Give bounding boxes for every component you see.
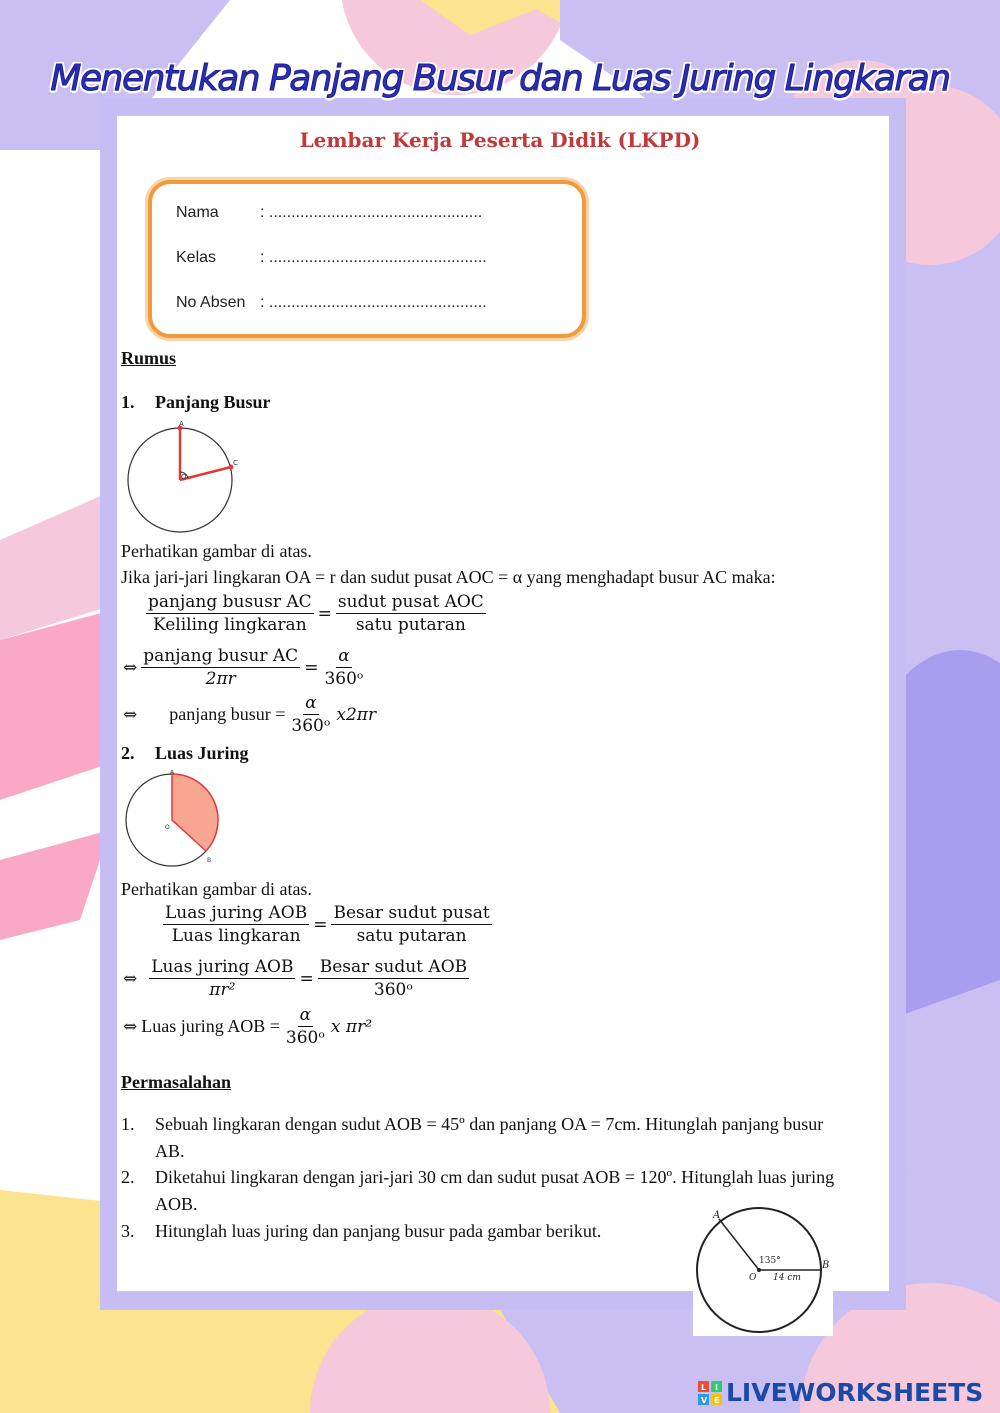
svg-text:L: L	[701, 1382, 707, 1392]
paragraph-definition: Jika jari-jari lingkaran OA = r dan sudut pusat AOC = α yang menghadapt busur AC maka:	[121, 567, 776, 587]
eq1-num-right: sudut pusat AOC	[337, 592, 484, 612]
fig1-label-a: A	[179, 420, 184, 428]
eq4-num-right: Besar sudut pusat	[333, 903, 490, 923]
problem-2-number: 2.	[121, 1167, 135, 1187]
paragraph-observe-2: Perhatikan gambar di atas.	[121, 879, 312, 899]
eq6-num: α	[299, 1005, 312, 1025]
problem-3-text: Hitunglah luas juring dan panjang busur pada gambar berikut.	[155, 1221, 602, 1241]
arc-length-diagram	[122, 420, 247, 540]
page-subtitle: Lembar Kerja Peserta Didik (LKPD)	[299, 128, 701, 152]
problem-3-circle-diagram	[693, 1204, 833, 1336]
eq4-num-left: Luas juring AOB	[165, 903, 308, 923]
fig2-label-a: A	[170, 770, 175, 776]
absen-label: No Absen	[176, 294, 246, 311]
section2-title: Luas Juring	[155, 743, 249, 763]
eq5-den-left: πr²	[209, 980, 236, 1000]
section1-number: 1.	[121, 392, 135, 412]
paragraph-observe-1: Perhatikan gambar di atas.	[121, 541, 312, 561]
eq3-num: α	[305, 693, 317, 713]
section1-title: Panjang Busur	[155, 392, 271, 412]
eq2-num-left: panjang busur AC	[143, 646, 299, 666]
eq4-den-right: satu putaran	[356, 926, 467, 946]
nama-label: Nama	[176, 204, 219, 221]
fig3-angle-label: 135°	[759, 1256, 781, 1266]
svg-text:I: I	[715, 1382, 718, 1392]
eq6-arrow: ⇔	[123, 1016, 138, 1037]
kelas-field[interactable]: : .................................................	[260, 249, 487, 266]
equation-arc-step2: ⇔ $\frac{\text{panjang busur AC}}{2\pi r}$ = $\frac{\alpha}{\text{360ᵒ}}$	[123, 646, 364, 689]
sector-area-diagram	[122, 770, 227, 870]
fig2-label-b: B	[207, 857, 212, 864]
eq6-den: 360ᵒ	[285, 1028, 325, 1048]
eq1-num-left: panjang bususr AC	[148, 592, 312, 612]
eq5-num-left: Luas juring AOB	[151, 957, 294, 977]
nama-row[interactable]	[176, 204, 482, 222]
svg-text:V: V	[701, 1395, 708, 1405]
section2-number: 2.	[121, 743, 135, 763]
equation-arc-result	[123, 693, 376, 736]
fig3-label-b: B	[822, 1260, 830, 1271]
liveworksheets-logo[interactable]	[698, 1378, 983, 1407]
eq3-tail: x2πr	[336, 704, 377, 725]
equation-sector-step2: ⇔ $\frac{\text{Luas juring AOB}}{\text{πr²}}$ = $\frac{\text{Besar sudut AOB}}{\text{360ᵒ}}$	[123, 957, 468, 1000]
fig1-label-c: C	[233, 459, 238, 467]
kelas-row[interactable]	[176, 249, 487, 267]
nama-field[interactable]: : ................................................	[260, 204, 483, 221]
fig3-label-a: A	[713, 1210, 721, 1221]
liveworksheets-brand-text: LIVEWORKSHEETS	[726, 1378, 984, 1407]
problem-1-text-cont: AB.	[155, 1141, 185, 1161]
equation-sector-ratio: $\frac{\text{Luas juring AOB}}{\text{Luas lingkaran}}$ = $\frac{\text{Besar sudut pusat}}{\text{satu putaran}}$	[165, 903, 490, 946]
fig3-label-o: O	[749, 1273, 757, 1283]
equation-arc-ratio: $\frac{\text{panjang bususr AC}}{\text{Keliling lingkaran}}$ = $\frac{\text{sudut pusat AOC}}{\text{satu putaran}}$	[148, 592, 484, 635]
permasalahan-heading: Permasalahan	[121, 1072, 231, 1092]
eq2-den-left: 2πr	[205, 669, 236, 689]
absen-row[interactable]	[176, 294, 487, 312]
eq6-tail: x πr²	[330, 1016, 373, 1037]
fig3-radius-label: 14 cm	[773, 1273, 801, 1283]
eq1-den-left: Keliling lingkaran	[153, 615, 307, 635]
svg-text:E: E	[714, 1395, 720, 1405]
kelas-label: Kelas	[176, 249, 217, 266]
eq5-arrow: ⇔	[123, 968, 138, 989]
eq1-den-right: satu putaran	[355, 615, 466, 635]
absen-field[interactable]: : .................................................	[260, 294, 487, 311]
fig2-label-o: O	[165, 824, 170, 831]
problem-2-text-cont: AOB.	[155, 1194, 198, 1214]
eq5-den-right: 360ᵒ	[373, 980, 413, 1000]
page-title: Menentukan Panjang Busur dan Luas Juring Lingkaran	[50, 58, 950, 99]
eq3-arrow: ⇔	[123, 704, 138, 725]
eq2-den-right: 360ᵒ	[324, 669, 364, 689]
eq2-num-right: α	[338, 646, 350, 666]
eq2-arrow: ⇔	[123, 657, 138, 678]
rumus-heading: Rumus	[121, 348, 177, 368]
eq3-label: panjang busur =	[169, 704, 286, 724]
eq6-label: Luas juring AOB =	[141, 1016, 280, 1036]
student-identity-box	[148, 180, 586, 338]
eq4-den-left: Luas lingkaran	[171, 926, 301, 946]
eq5-num-right: Besar sudut AOB	[319, 957, 468, 977]
fig1-label-o: O	[181, 473, 187, 481]
liveworksheets-icon	[698, 1381, 722, 1405]
equation-sector-result	[123, 1005, 372, 1048]
problem-3-number: 3.	[121, 1221, 135, 1241]
problem-1-number: 1.	[121, 1114, 135, 1134]
eq3-den: 360ᵒ	[291, 716, 331, 736]
problem-2-text: Diketahui lingkaran dengan jari-jari 30 cm dan sudut pusat AOB = 120º. Hitunglah luas juring	[155, 1167, 835, 1187]
problem-1-text: Sebuah lingkaran dengan sudut AOB = 45º dan panjang OA = 7cm. Hitunglah panjang busur	[155, 1114, 824, 1134]
